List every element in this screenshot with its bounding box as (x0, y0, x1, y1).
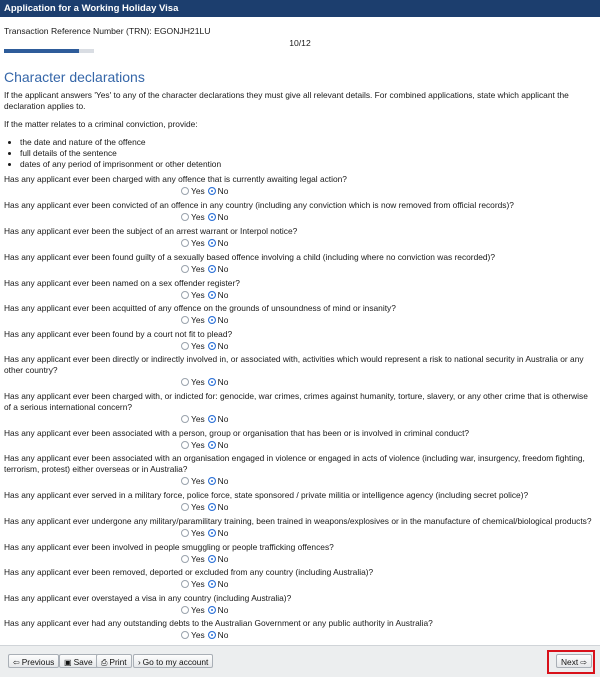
arrow-left-icon: ⇦ (13, 658, 20, 667)
question-text: Has any applicant ever had any outstanding debts to the Australian Government or any public authority in Australia? (4, 618, 433, 628)
no-label: No (217, 238, 229, 248)
no-radio[interactable] (208, 631, 216, 639)
bullet-item: • the date and nature of the offence (20, 137, 221, 148)
yes-radio[interactable] (181, 378, 189, 386)
no-radio[interactable] (208, 606, 216, 614)
yes-radio[interactable] (181, 580, 189, 588)
yes-label: Yes (191, 476, 205, 486)
page-count: 10/12 (289, 38, 311, 48)
yes-radio[interactable] (181, 239, 189, 247)
yes-radio[interactable] (181, 477, 189, 485)
previous-label: Previous (21, 657, 55, 667)
question-options (181, 476, 231, 486)
question-options (181, 186, 231, 196)
yes-label: Yes (191, 315, 205, 325)
question-options (181, 554, 231, 564)
no-label: No (217, 264, 229, 274)
intro-text: If the applicant answers 'Yes' to any of the character declarations they must give all relevant details. For combined applications, state which applicant the declaration applies to. (4, 90, 569, 111)
no-radio[interactable] (208, 415, 216, 423)
no-radio[interactable] (208, 239, 216, 247)
yes-label: Yes (191, 238, 205, 248)
question-text: Has any applicant ever undergone any military/paramilitary training, been trained in weapons/explosives or in the manufacture of chemical/biological products? (4, 516, 592, 526)
no-label: No (217, 502, 229, 512)
no-label: No (217, 630, 229, 640)
question-text: Has any applicant ever been convicted of an offence in any country (including any conviction which is now removed from official records)? (4, 200, 514, 210)
next-button[interactable] (556, 654, 592, 668)
yes-radio[interactable] (181, 441, 189, 449)
yes-radio[interactable] (181, 265, 189, 273)
bullet-item: • dates of any period of imprisonment or other detention (20, 159, 221, 170)
question-options (181, 377, 231, 387)
question-text: Has any applicant ever been charged with any offence that is currently awaiting legal action? (4, 174, 347, 184)
question-text: Has any applicant ever been found guilty of a sexually based offence involving a child (including where no conviction was recorded)? (4, 252, 496, 262)
arrow-right-icon: ⇨ (580, 658, 587, 667)
yes-radio[interactable] (181, 342, 189, 350)
yes-label: Yes (191, 414, 205, 424)
no-label: No (217, 579, 229, 589)
question-text: Has any applicant ever overstayed a visa in any country (including Australia)? (4, 593, 292, 603)
question-options (181, 502, 231, 512)
no-label: No (217, 528, 229, 538)
question-options (181, 238, 231, 248)
chevron-right-icon: › (138, 658, 141, 667)
no-radio[interactable] (208, 477, 216, 485)
yes-label: Yes (191, 264, 205, 274)
yes-radio[interactable] (181, 555, 189, 563)
no-label: No (217, 290, 229, 300)
yes-label: Yes (191, 502, 205, 512)
question-text: Has any applicant ever been found by a court not fit to plead? (4, 329, 233, 339)
no-label: No (217, 212, 229, 222)
yes-radio[interactable] (181, 187, 189, 195)
yes-radio[interactable] (181, 631, 189, 639)
no-radio[interactable] (208, 441, 216, 449)
question-options (181, 264, 231, 274)
yes-label: Yes (191, 290, 205, 300)
question-text: Has any applicant ever served in a military force, police force, state sponsored / private militia or intelligence agency (including secret police)? (4, 490, 529, 500)
yes-label: Yes (191, 630, 205, 640)
question-options (181, 440, 231, 450)
question-text: Has any applicant ever been involved in people smuggling or people trafficking offences? (4, 542, 334, 552)
yes-radio[interactable] (181, 606, 189, 614)
no-radio[interactable] (208, 291, 216, 299)
question-options (181, 605, 231, 615)
yes-radio[interactable] (181, 529, 189, 537)
yes-label: Yes (191, 212, 205, 222)
yes-label: Yes (191, 554, 205, 564)
no-radio[interactable] (208, 187, 216, 195)
question-options (181, 212, 231, 222)
yes-radio[interactable] (181, 213, 189, 221)
question-options (181, 290, 231, 300)
footer-toolbar (0, 645, 600, 677)
no-label: No (217, 377, 229, 387)
question-options (181, 528, 231, 538)
no-radio[interactable] (208, 503, 216, 511)
window-title: Application for a Working Holiday Visa (0, 0, 600, 17)
question-options (181, 315, 231, 325)
bullet-item: • full details of the sentence (20, 148, 221, 159)
no-label: No (217, 605, 229, 615)
yes-label: Yes (191, 528, 205, 538)
question-text: Has any applicant ever been the subject of an arrest warrant or Interpol notice? (4, 226, 298, 236)
no-radio[interactable] (208, 213, 216, 221)
yes-label: Yes (191, 186, 205, 196)
yes-radio[interactable] (181, 316, 189, 324)
no-label: No (217, 440, 229, 450)
account-label: Go to my account (142, 657, 209, 667)
progress-fill (4, 49, 79, 53)
no-radio[interactable] (208, 555, 216, 563)
yes-radio[interactable] (181, 503, 189, 511)
no-label: No (217, 315, 229, 325)
question-options (181, 414, 231, 424)
no-label: No (217, 554, 229, 564)
no-label: No (217, 414, 229, 424)
question-text: Has any applicant ever been directly or indirectly involved in, or associated with, activities which would represent a risk to national security in Australia or any other country? (4, 354, 584, 375)
yes-radio[interactable] (181, 291, 189, 299)
yes-label: Yes (191, 341, 205, 351)
no-radio[interactable] (208, 378, 216, 386)
next-label: Next (561, 657, 579, 667)
trn-label: Transaction Reference Number (TRN): EGONJH21LU (4, 26, 211, 36)
bullet-list (8, 137, 221, 170)
question-text: Has any applicant ever been charged with, or indicted for: genocide, war crimes, crimes against humanity, torture, slavery, or any other crime that is otherwise of a serious international concern? (4, 391, 588, 412)
save-icon: ▣ (64, 658, 72, 667)
question-text: Has any applicant ever been removed, deported or excluded from any country (including Australia)? (4, 567, 374, 577)
go-to-account-button[interactable] (133, 654, 213, 668)
question-options (181, 579, 231, 589)
yes-label: Yes (191, 579, 205, 589)
question-text: Has any applicant ever been named on a sex offender register? (4, 278, 240, 288)
no-radio[interactable] (208, 529, 216, 537)
no-radio[interactable] (208, 580, 216, 588)
question-options (181, 341, 231, 351)
criminal-intro-text: If the matter relates to a criminal conviction, provide: (4, 119, 198, 129)
no-radio[interactable] (208, 342, 216, 350)
yes-label: Yes (191, 377, 205, 387)
print-button[interactable] (96, 654, 132, 668)
yes-radio[interactable] (181, 415, 189, 423)
print-icon: ⎙ (101, 658, 108, 667)
print-label: Print (109, 657, 127, 667)
no-radio[interactable] (208, 316, 216, 324)
save-label: Save (73, 657, 93, 667)
question-options (181, 630, 231, 640)
previous-button[interactable] (8, 654, 59, 668)
no-label: No (217, 476, 229, 486)
no-label: No (217, 186, 229, 196)
page-title: Character declarations (4, 69, 145, 85)
save-button[interactable] (59, 654, 98, 668)
yes-label: Yes (191, 605, 205, 615)
no-radio[interactable] (208, 265, 216, 273)
progress-bar (4, 49, 94, 53)
question-text: Has any applicant ever been associated with a person, group or organisation that has been or is involved in criminal conduct? (4, 428, 470, 438)
yes-label: Yes (191, 440, 205, 450)
question-text: Has any applicant ever been acquitted of any offence on the grounds of unsoundness of mind or insanity? (4, 303, 396, 313)
question-text: Has any applicant ever been associated with an organisation engaged in violence or engaged in acts of violence (including war, insurgency, freedom fighting, terrorism, protest) either overseas or in Australia? (4, 453, 585, 474)
no-label: No (217, 341, 229, 351)
